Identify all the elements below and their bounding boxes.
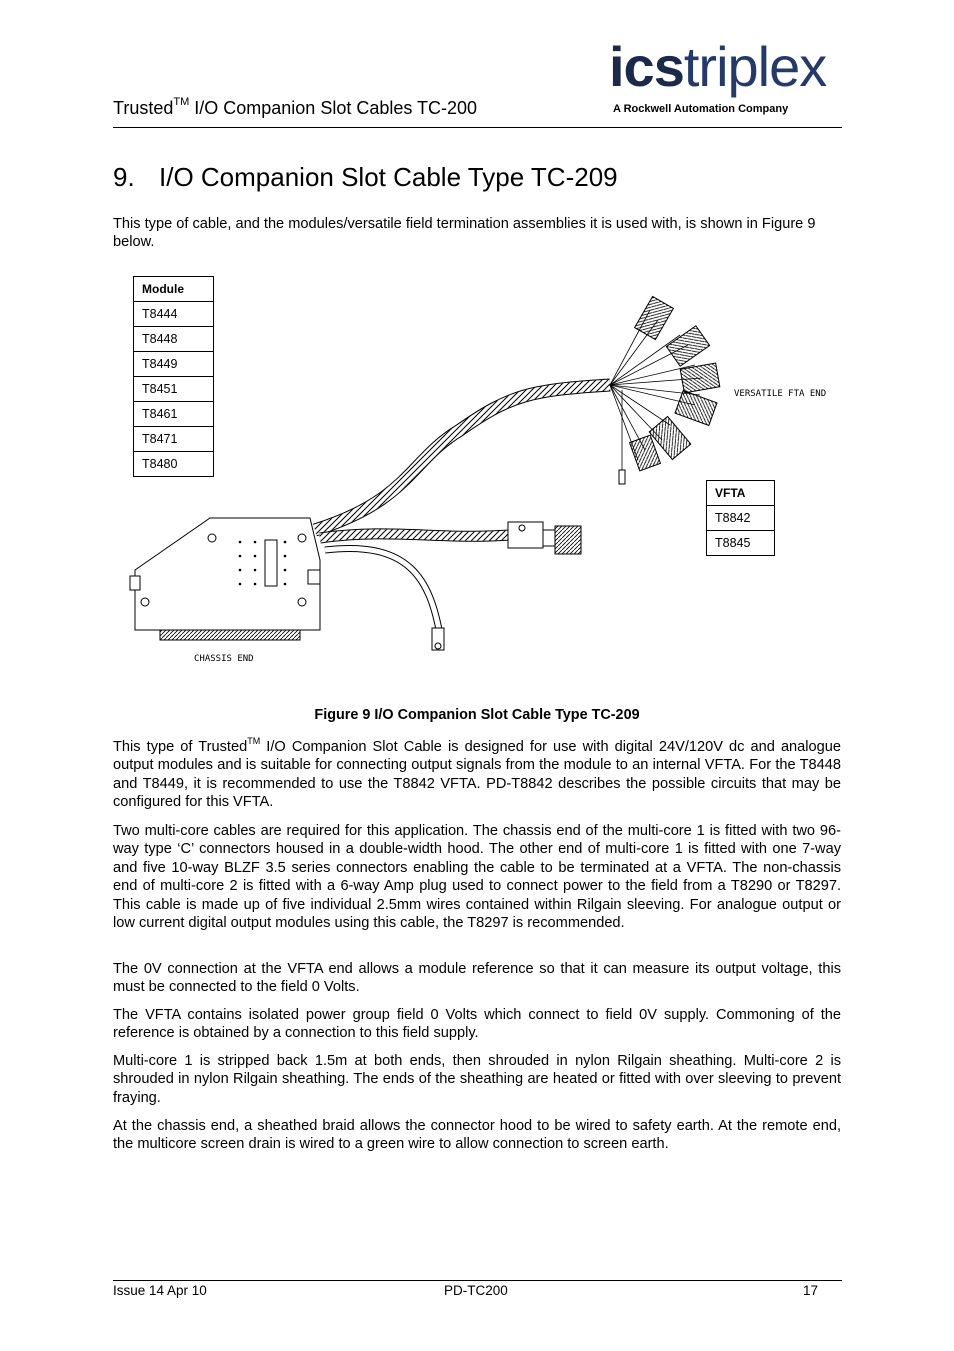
- paragraph-2: Two multi-core cables are required for this application. The chassis end of the multi-core 1 is fitted with two 96-way type ‘C’ connectors housed in a double-width hood. The other end of multi-core 1 is fitted with one 7-way and five 10-way BLZF 3.5 series connectors enabling the cable to be terminated at a VFTA. The non-chassis end of multi-core 2 is fitted with a 6-way Amp plug used to connect power to the field from a T8290 or T8297. This cable is made up of five individual 2.5mm wires contained within Rilgain sleeving. For analogue output or low current digital output modules using this cable, the T8297 is recommended.: [113, 823, 841, 932]
- earth-braid: [325, 548, 440, 635]
- footer-issue: Issue 14 Apr 10: [113, 1283, 207, 1298]
- paragraph-1: This type of Trusted™ I/O Companion Slot Cable is designed for use with digital 24V/120V dc and analogue output modules and is suitable for connecting output signals from the module to an internal VFTA. For the T8448 and T8449, it is recommended to use the T8842 VFTA. PD-T8842 describes the possible circuits that may be configured for this VFTA.: [113, 736, 841, 811]
- footer-divider: [113, 1280, 842, 1281]
- module-table-cell: T8461: [134, 402, 214, 427]
- multicore-1-cable: [315, 385, 610, 530]
- module-table-cell: T8451: [134, 377, 214, 402]
- module-table-cell: T8449: [134, 352, 214, 377]
- amp-plug: [508, 522, 581, 554]
- module-table-cell: T8448: [134, 327, 214, 352]
- module-table-cell: T8480: [134, 452, 214, 477]
- figure-caption: Figure 9 I/O Companion Slot Cable Type TC-209: [314, 707, 640, 723]
- logo-subtitle: A Rockwell Automation Company: [613, 103, 789, 115]
- paragraph-3: The 0V connection at the VFTA end allows a module reference so that it can measure its output voltage, this must be connected to the field 0 Volts.: [113, 961, 841, 996]
- footer-document-id: PD-TC200: [444, 1283, 508, 1298]
- vfta-table: [706, 480, 775, 556]
- paragraph-6: At the chassis end, a sheathed braid allows the connector hood to be wired to safety earth. At the remote end, the multicore screen drain is wired to a green wire to allow connection to screen earth.: [113, 1118, 841, 1153]
- earth-lug: [432, 628, 444, 650]
- paragraph-5: Multi-core 1 is stripped back 1.5m at both ends, then shrouded in nylon Rilgain sheathing. Multi-core 2 is shrouded in nylon Rilgain sheathing. The ends of the sheathing are heated or fitted with over sleeving to prevent fraying.: [113, 1053, 841, 1106]
- logo-text-bold: ics: [609, 35, 684, 98]
- chassis-connector-hood: [130, 518, 320, 640]
- intro-paragraph: This type of cable, and the modules/versatile field termination assemblies it is used with, is shown in Figure 9 below.: [113, 216, 816, 251]
- multicore-2-cable: [320, 534, 510, 538]
- ics-triplex-logo: [606, 35, 842, 118]
- paragraph-4: The VFTA contains isolated power group field 0 Volts which connect to field 0V supply. Commoning of the reference is obtained by a connection to this field supply.: [113, 1007, 841, 1042]
- module-table-header: Module: [134, 277, 214, 302]
- footer-page-number: 17: [803, 1283, 819, 1298]
- vfta-table-cell: T8845: [707, 531, 775, 556]
- versatile-fta-end-label: VERSATILE FTA END: [734, 389, 827, 399]
- vfta-table-header: VFTA: [707, 481, 775, 506]
- blzf-connectors: [619, 296, 720, 484]
- logo-text-light: triplex: [683, 35, 827, 98]
- chassis-end-label: CHASSIS END: [194, 654, 254, 664]
- document-header-title: Trusted™ I/O Companion Slot Cables TC-200: [113, 96, 478, 118]
- module-table-cell: T8444: [134, 302, 214, 327]
- section-heading: 9. I/O Companion Slot Cable Type TC-209: [113, 162, 618, 192]
- vfta-table-cell: T8842: [707, 506, 775, 531]
- module-table-cell: T8471: [134, 427, 214, 452]
- module-table: [133, 276, 214, 477]
- header-divider: [113, 127, 842, 128]
